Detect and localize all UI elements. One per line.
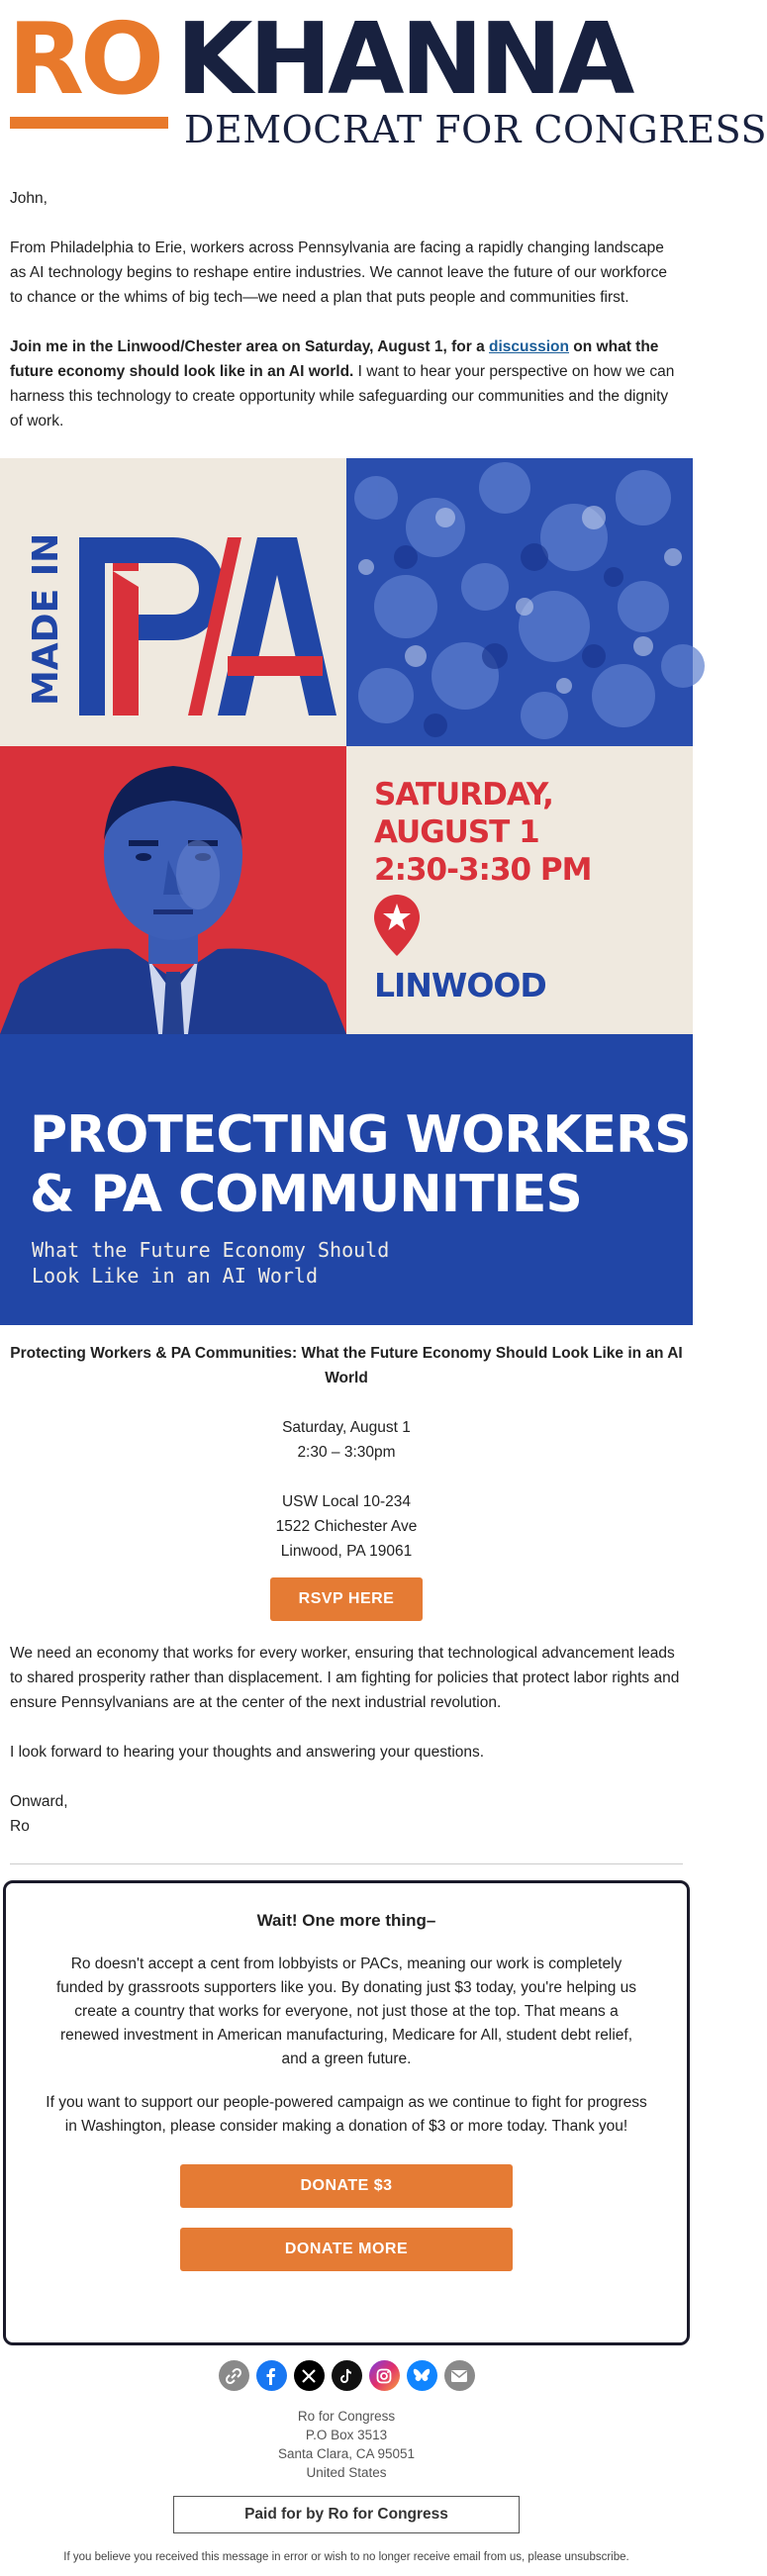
- tiktok-icon[interactable]: [332, 2360, 362, 2391]
- bluesky-icon[interactable]: [407, 2360, 437, 2391]
- paid-for-disclaimer: Paid for by Ro for Congress: [173, 2496, 520, 2533]
- location-pin-icon: [374, 895, 420, 956]
- poster-tagline: [32, 1237, 389, 1288]
- event-date: Saturday, August 1: [282, 1419, 411, 1436]
- poster-headline-line1: PROTECTING WORKERS: [30, 1105, 691, 1165]
- poster-tagline-line1: What the Future Economy Should: [32, 1238, 390, 1262]
- made-in-label: [14, 518, 69, 716]
- logo-ro: RO: [8, 1, 161, 117]
- poster-tagline-line2: Look Like in an AI World: [32, 1264, 318, 1288]
- logo-underline: [10, 117, 168, 129]
- event-city: Linwood, PA 19061: [280, 1543, 413, 1560]
- address-country: United States: [306, 2465, 387, 2480]
- poster-date-line1: SATURDAY,: [374, 777, 553, 812]
- event-venue: USW Local 10-234: [281, 1493, 412, 1510]
- email-closing: [0, 1641, 693, 1839]
- invite-paragraph: [10, 334, 683, 433]
- donate-box: [3, 1880, 690, 2345]
- event-street: 1522 Chichester Ave: [275, 1518, 418, 1535]
- mailing-address: [0, 2407, 693, 2482]
- made-in-pa-panel: [0, 458, 346, 746]
- poster-city: LINWOOD: [374, 966, 546, 1004]
- svg-text:MADE IN: MADE IN: [26, 532, 66, 706]
- poster-headline-panel: [0, 1034, 693, 1325]
- social-links: [0, 2360, 693, 2391]
- address-org: Ro for Congress: [297, 2409, 396, 2424]
- address-city: Santa Clara, CA 95051: [277, 2446, 416, 2461]
- poster-time: 2:30-3:30 PM: [374, 852, 592, 888]
- signoff-name: Ro: [10, 1818, 30, 1835]
- invite-bold-a: Join me in the Linwood/Chester area on Saturday, August 1, for a: [10, 338, 490, 355]
- event-time: 2:30 – 3:30pm: [297, 1444, 396, 1461]
- unsubscribe-text[interactable]: [0, 2551, 693, 2563]
- logo-subtitle: DEMOCRAT FOR CONGRESS: [184, 108, 767, 151]
- signoff-onward: Onward,: [10, 1793, 68, 1810]
- donate-3-button[interactable]: DONATE $3: [180, 2164, 513, 2208]
- donate-paragraph-2: If you want to support our people-powered campaign as we continue to fight for progress in Washington, please consider making a donation of $3 or more today. Thank you!: [46, 2094, 647, 2135]
- x-icon[interactable]: [294, 2360, 325, 2391]
- donate-heading: Wait! One more thing–: [256, 1911, 436, 1930]
- event-location: [10, 1489, 683, 1564]
- pa-logo-mark: [79, 537, 336, 725]
- donate-paragraph-1: Ro doesn't accept a cent from lobbyists or PACs, meaning our work is completely funded by grassroots supporters like you. By donating just $3 today, you're helping us create a country that works for everyone, not just those at the top. That means a renewed investment in American manufacturing, Medicare for All, student debt relief, and a green future.: [56, 1956, 636, 2067]
- discussion-link[interactable]: discussion: [489, 338, 569, 355]
- rsvp-button[interactable]: RSVP HERE: [270, 1577, 423, 1621]
- economy-paragraph: We need an economy that works for every worker, ensuring that technological advancement leads to shared prosperity rather than displacement. I am fighting for policies that protect labor rights and ensure Pennsylvanians are at the center of the next industrial revolution.: [10, 1645, 680, 1711]
- poster-headline-line2: & PA COMMUNITIES: [30, 1165, 582, 1224]
- event-poster[interactable]: [0, 458, 693, 1325]
- instagram-icon[interactable]: [369, 2360, 400, 2391]
- event-date-panel: [346, 746, 693, 1034]
- campaign-logo: [0, 0, 767, 168]
- facebook-icon[interactable]: [256, 2360, 287, 2391]
- candidate-photo-panel: [0, 746, 346, 1034]
- invite-bold-b: on what the future economy should look like in an AI world.: [10, 338, 659, 380]
- unsubscribe-link[interactable]: If you believe you received this message in error or wish to no longer receive email from us, please unsubscribe.: [63, 2551, 629, 2563]
- address-po: P.O Box 3513: [305, 2428, 388, 2442]
- logo-khanna: KHANNA: [176, 1, 631, 117]
- candidate-portrait: [0, 746, 346, 1034]
- poster-date-line2: AUGUST 1: [374, 814, 539, 850]
- email-intro: [0, 186, 693, 433]
- forest-photo: [346, 458, 693, 746]
- look-forward-paragraph: I look forward to hearing your thoughts and answering your questions.: [10, 1744, 485, 1761]
- poster-date: [374, 776, 591, 889]
- invite-rest: I want to hear your perspective on how we can harness this technology to create opportunity while safeguarding our communities and the dignity of work.: [10, 363, 675, 429]
- section-divider: [10, 1863, 683, 1864]
- greeting: John,: [10, 190, 48, 207]
- donate-more-button[interactable]: DONATE MORE: [180, 2228, 513, 2271]
- signoff: [10, 1789, 683, 1839]
- link-icon[interactable]: [219, 2360, 249, 2391]
- event-title: Protecting Workers & PA Communities: What the Future Economy Should Look Like in an AI World: [10, 1345, 683, 1386]
- event-details: [0, 1341, 693, 1621]
- forest-image: [346, 458, 693, 746]
- intro-paragraph: From Philadelphia to Erie, workers across Pennsylvania are facing a rapidly changing landscape as AI technology begins to reshape entire industries. We cannot leave the future of our workforce to chance or the whims of big tech—we need a plan that puts people and communities first.: [10, 239, 668, 306]
- event-datetime: [10, 1415, 683, 1465]
- poster-headline: [30, 1105, 691, 1224]
- email-icon[interactable]: [444, 2360, 475, 2391]
